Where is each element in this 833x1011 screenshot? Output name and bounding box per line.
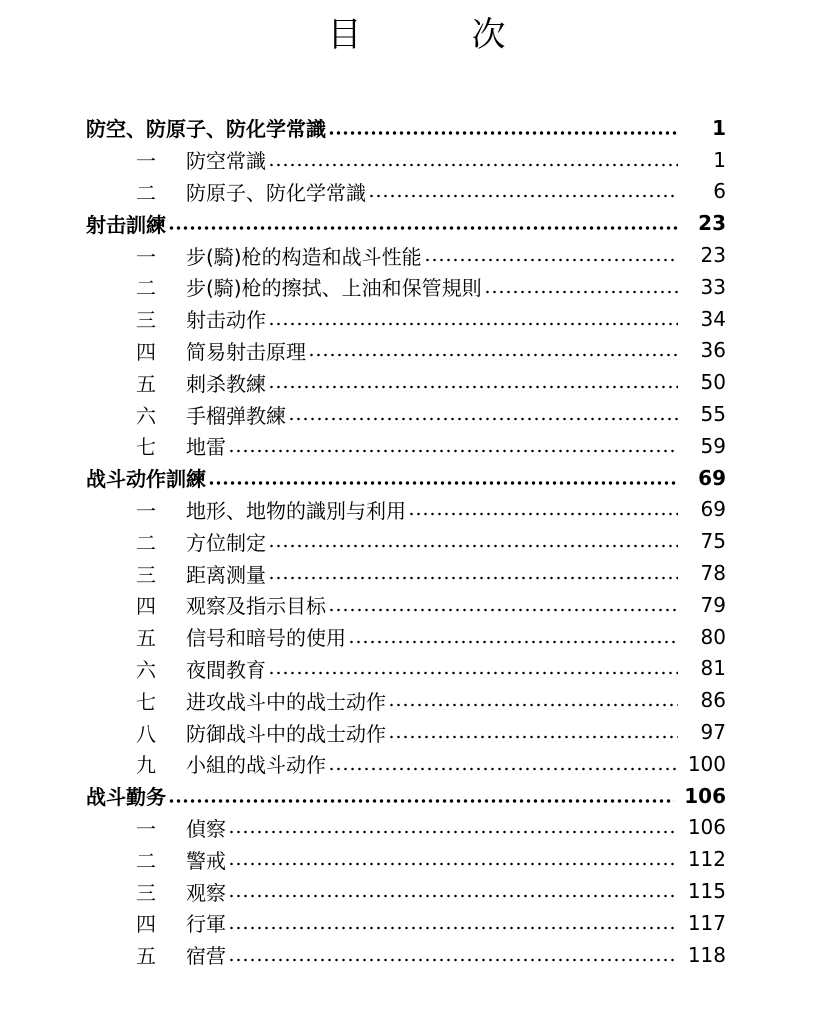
dot-leader: [268, 309, 678, 329]
page-number: 69: [700, 497, 726, 522]
item-title: 步(騎)枪的擦拭、上油和保管規則: [186, 276, 482, 301]
dot-leader: [328, 754, 678, 774]
item-number: 九: [136, 753, 156, 778]
item-title: 防原子、防化学常識: [186, 180, 366, 205]
dot-leader: [228, 849, 678, 869]
page-number: 112: [687, 847, 726, 872]
dot-leader: [328, 118, 678, 138]
item-number: 四: [136, 339, 156, 364]
item-title: 防御战斗中的战士动作: [186, 721, 386, 746]
item-title: 地形、地物的識別与利用: [186, 498, 406, 523]
item-title: 观察: [186, 880, 226, 905]
page-number: 78: [700, 561, 726, 586]
page-number: 80: [700, 624, 726, 649]
toc-item-row: [86, 875, 726, 907]
toc-item-row: [86, 144, 726, 176]
dot-leader: [368, 181, 678, 201]
toc-item-row: [86, 303, 726, 335]
item-number: 三: [136, 308, 156, 333]
item-number: 二: [136, 848, 156, 873]
item-title: 方位制定: [186, 530, 266, 555]
toc-section-row: [86, 780, 726, 812]
item-number: 一: [136, 816, 156, 841]
item-title: 距离测量: [186, 562, 266, 587]
item-number: 六: [136, 403, 156, 428]
item-title: 行軍: [186, 912, 226, 937]
section-title: 战斗动作訓練: [86, 467, 206, 492]
page-number: 106: [687, 815, 726, 840]
item-title: 防空常識: [186, 149, 266, 174]
dot-leader: [228, 913, 678, 933]
item-title: 宿营: [186, 944, 226, 969]
dot-leader: [348, 627, 678, 647]
item-title: 射击动作: [186, 308, 266, 333]
page-number: 1: [712, 115, 726, 140]
dot-leader: [388, 722, 678, 742]
item-number: 三: [136, 880, 156, 905]
item-title: 警戒: [186, 848, 226, 873]
toc-item-row: [86, 843, 726, 875]
item-title: 简易射击原理: [186, 339, 306, 364]
item-title: 夜間教育: [186, 657, 266, 682]
toc-item-row: [86, 907, 726, 939]
toc-section-row: [86, 112, 726, 144]
toc-item-row: [86, 716, 726, 748]
dot-leader: [208, 468, 678, 488]
toc-item-row: [86, 239, 726, 271]
item-number: 七: [136, 435, 156, 460]
toc-item-row: [86, 557, 726, 589]
section-title: 防空、防原子、防化学常識: [86, 117, 326, 142]
page-number: 115: [687, 879, 726, 904]
item-title: 步(騎)枪的构造和战斗性能: [186, 244, 422, 269]
page-number: 55: [700, 402, 726, 427]
dot-leader: [168, 786, 674, 806]
dot-leader: [328, 595, 678, 615]
page-number: 59: [700, 433, 726, 458]
page-number: 36: [700, 338, 726, 363]
dot-leader: [408, 499, 678, 519]
item-number: 二: [136, 180, 156, 205]
item-number: 二: [136, 276, 156, 301]
page-number: 75: [700, 529, 726, 554]
item-number: 三: [136, 562, 156, 587]
page-number: 79: [700, 592, 726, 617]
page-number: 23: [700, 243, 726, 268]
item-number: 一: [136, 498, 156, 523]
dot-leader: [288, 404, 678, 424]
item-number: 五: [136, 944, 156, 969]
dot-leader: [424, 245, 678, 265]
toc-item-row: [86, 684, 726, 716]
dot-leader: [228, 881, 678, 901]
toc-item-row: [86, 525, 726, 557]
table-of-contents: [86, 112, 726, 971]
page-number: 97: [700, 720, 726, 745]
page-number: 33: [700, 274, 726, 299]
section-title: 战斗勤务: [86, 785, 166, 810]
toc-item-row: [86, 939, 726, 971]
item-number: 四: [136, 912, 156, 937]
page-number: 117: [687, 910, 726, 935]
page-number: 50: [700, 370, 726, 395]
item-title: 信号和暗号的使用: [186, 626, 346, 651]
dot-leader: [484, 277, 678, 297]
toc-item-row: [86, 748, 726, 780]
page-number: 6: [713, 179, 726, 204]
item-number: 二: [136, 530, 156, 555]
dot-leader: [308, 340, 678, 360]
page-title: 目 次: [327, 15, 544, 55]
page-number: 1: [713, 147, 726, 172]
toc-item-row: [86, 366, 726, 398]
dot-leader: [168, 213, 678, 233]
toc-item-row: [86, 398, 726, 430]
item-number: 一: [136, 244, 156, 269]
item-number: 四: [136, 594, 156, 619]
dot-leader: [268, 531, 678, 551]
toc-item-row: [86, 335, 726, 367]
toc-item-row: [86, 494, 726, 526]
item-title: 手榴弹教練: [186, 403, 286, 428]
item-number: 一: [136, 149, 156, 174]
toc-item-row: [86, 589, 726, 621]
item-title: 刺杀教練: [186, 371, 266, 396]
page-number: 86: [700, 688, 726, 713]
item-title: 地雷: [186, 435, 226, 460]
page-number: 69: [698, 465, 726, 490]
item-number: 七: [136, 689, 156, 714]
dot-leader: [268, 372, 678, 392]
page-number: 81: [700, 656, 726, 681]
item-title: 进攻战斗中的战士动作: [186, 689, 386, 714]
toc-item-row: [86, 812, 726, 844]
toc-section-row: [86, 207, 726, 239]
toc-item-row: [86, 653, 726, 685]
toc-item-row: [86, 271, 726, 303]
page-number: 23: [698, 211, 726, 236]
dot-leader: [228, 436, 678, 456]
item-title: 小組的战斗动作: [186, 753, 326, 778]
page-number: 106: [684, 783, 726, 808]
dot-leader: [268, 563, 678, 583]
item-title: 偵察: [186, 816, 226, 841]
dot-leader: [228, 945, 678, 965]
item-number: 五: [136, 371, 156, 396]
dot-leader: [268, 150, 678, 170]
dot-leader: [268, 658, 678, 678]
page-number: 118: [687, 942, 726, 967]
toc-section-row: [86, 462, 726, 494]
item-number: 八: [136, 721, 156, 746]
page-number: 100: [687, 751, 726, 776]
item-title: 观察及指示目标: [186, 594, 326, 619]
item-number: 六: [136, 657, 156, 682]
section-title: 射击訓練: [86, 212, 166, 237]
toc-item-row: [86, 176, 726, 208]
item-number: 五: [136, 626, 156, 651]
toc-item-row: [86, 621, 726, 653]
dot-leader: [388, 690, 678, 710]
page-number: 34: [700, 306, 726, 331]
toc-item-row: [86, 430, 726, 462]
dot-leader: [228, 817, 678, 837]
